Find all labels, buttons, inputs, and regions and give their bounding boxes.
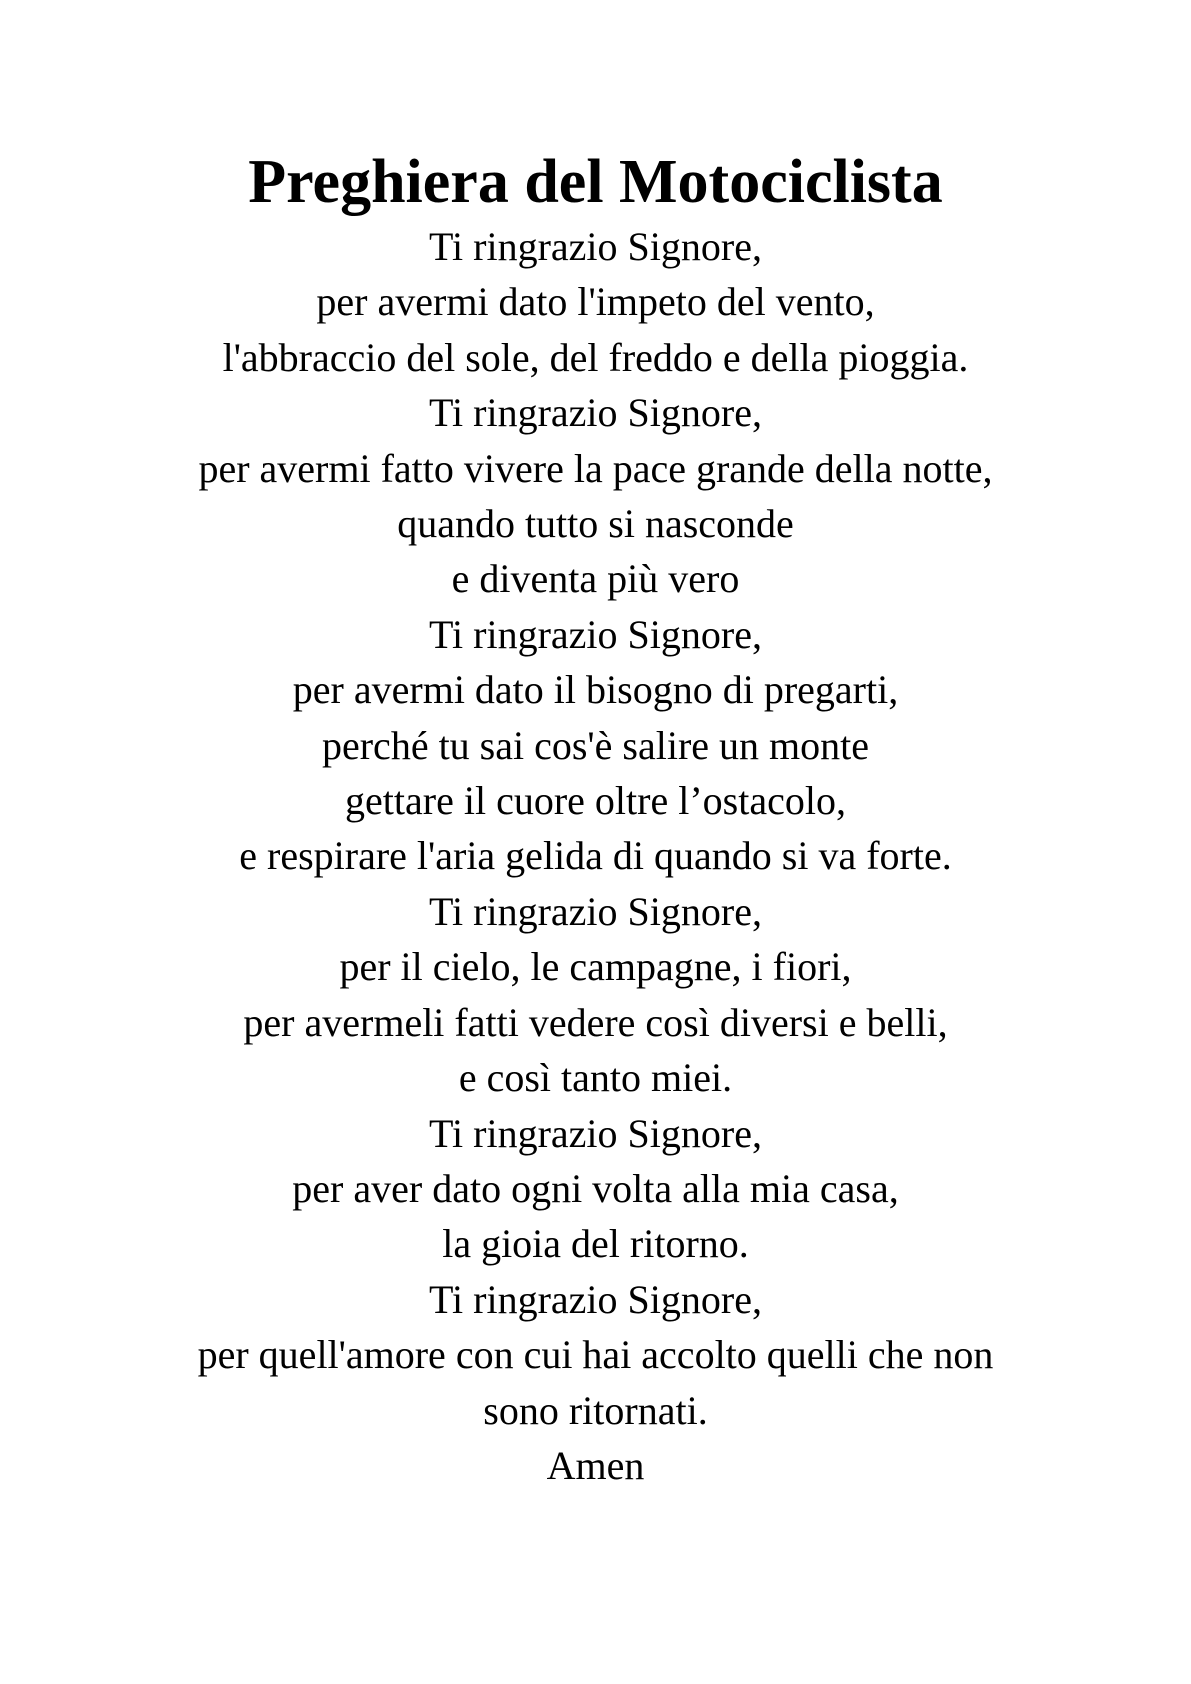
prayer-line: gettare il cuore oltre l’ostacolo, <box>345 778 846 824</box>
prayer-line: per avermi dato il bisogno di pregarti, <box>292 667 899 713</box>
prayer-line: per il cielo, le campagne, i fiori, <box>339 944 852 990</box>
prayer-line: e così tanto miei. <box>458 1055 733 1101</box>
prayer-line: l'abbraccio del sole, del freddo e della pioggia. <box>222 334 969 380</box>
prayer-line: per avermi dato l'impeto del vento, <box>316 279 875 325</box>
prayer-line: per avermi fatto vivere la pace grande della notte, <box>198 445 993 491</box>
prayer-line: Ti ringrazio Signore, <box>429 1110 762 1156</box>
prayer-line: Amen <box>546 1442 645 1488</box>
prayer-line: Ti ringrazio Signore, <box>429 390 762 436</box>
prayer-text <box>0 219 1191 1493</box>
prayer-line: Ti ringrazio Signore, <box>429 1276 762 1322</box>
prayer-line: per avermeli fatti vedere così diversi e belli, <box>243 999 948 1045</box>
prayer-line: perché tu sai cos'è salire un monte <box>321 722 869 768</box>
prayer-line: per aver dato ogni volta alla mia casa, <box>292 1165 899 1211</box>
prayer-line: Ti ringrazio Signore, <box>429 888 762 934</box>
prayer-line: e respirare l'aria gelida di quando si va forte. <box>239 833 952 879</box>
page-title: Preghiera del Motociclista <box>248 148 943 216</box>
prayer-line: per quell'amore con cui hai accolto quelli che non <box>197 1332 994 1378</box>
prayer-line: sono ritornati. <box>483 1387 708 1433</box>
prayer-line: quando tutto si nasconde <box>397 501 794 547</box>
prayer-line: Ti ringrazio Signore, <box>429 224 762 269</box>
prayer-line: e diventa più vero <box>451 556 740 602</box>
prayer-block <box>0 145 1191 1493</box>
prayer-line: Ti ringrazio Signore, <box>429 611 762 657</box>
prayer-line: la gioia del ritorno. <box>442 1221 749 1267</box>
